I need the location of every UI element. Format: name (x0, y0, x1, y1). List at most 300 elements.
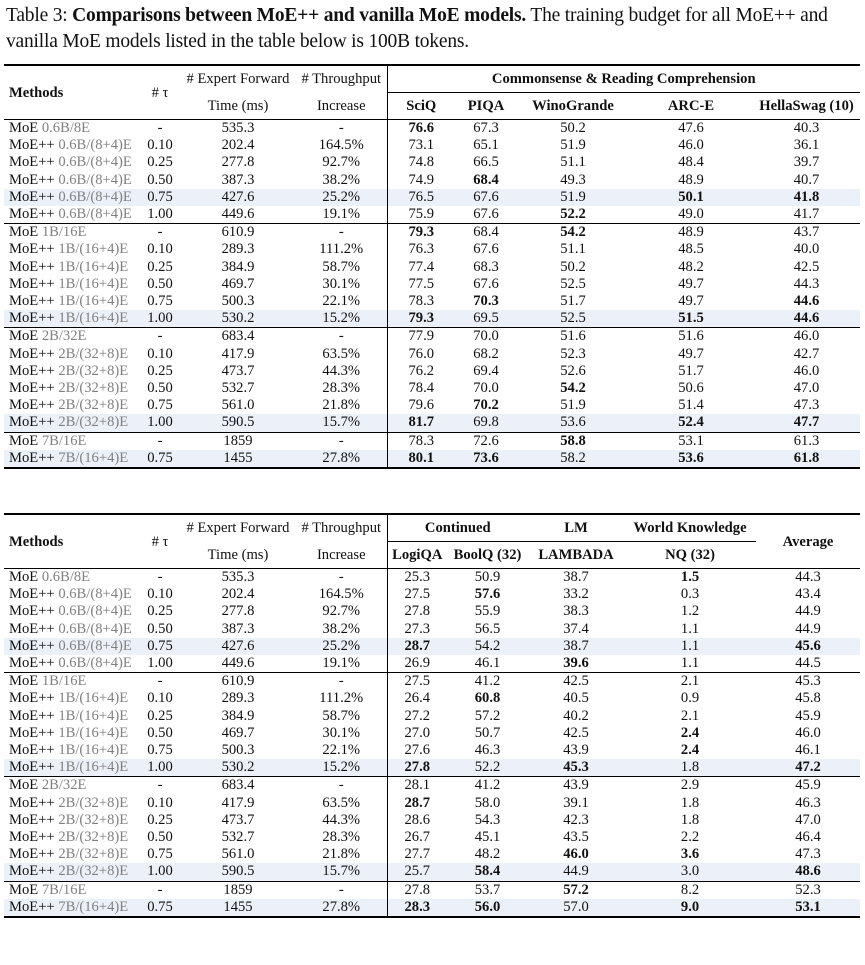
time-cell: 535.3 (180, 120, 296, 138)
score-cell: 52.4 (629, 414, 753, 432)
results-table-commonsense (4, 64, 860, 469)
score-cell: 45.9 (756, 777, 860, 795)
score-cell: 67.6 (455, 189, 517, 206)
increase-cell: 22.1% (296, 293, 387, 310)
method-cell (4, 846, 140, 863)
method-config: 1B/(16+4)E (58, 690, 129, 707)
time-cell: 561.0 (221, 397, 255, 414)
score-cell: 39.7 (793, 154, 820, 171)
score-cell: 70.0 (455, 328, 517, 346)
score-cell: 48.9 (678, 171, 704, 188)
time-cell: 449.6 (221, 206, 255, 223)
score-cell: 67.6 (473, 206, 499, 223)
tau-cell: 0.25 (147, 362, 173, 379)
header-increase: Increase (296, 93, 387, 120)
table-row (4, 846, 860, 863)
score-cell: 48.2 (678, 258, 704, 275)
score-cell: 46.0 (793, 362, 820, 379)
method-name: MoE++ (9, 188, 55, 205)
score-cell: 48.9 (629, 224, 753, 242)
score-cell: 28.6 (404, 811, 431, 828)
tau-cell: 0.75 (140, 450, 180, 468)
table-row (4, 224, 860, 242)
header-group-lm: LM (528, 514, 624, 542)
method-config: 0.6B/(8+4)E (58, 603, 132, 620)
header-nq: NQ (32) (665, 547, 715, 563)
tau-cell: 0.25 (147, 603, 173, 620)
score-cell: 53.1 (629, 432, 753, 450)
header-sciq: SciQ (406, 98, 437, 114)
method-cell (4, 673, 140, 691)
table-row (4, 259, 860, 276)
time-cell: 289.3 (221, 690, 255, 707)
time-cell: 473.7 (221, 811, 255, 828)
method-cell (4, 725, 140, 742)
method-config: 2B/(32+8)E (58, 380, 129, 397)
method-cell (4, 241, 140, 258)
increase-cell: 30.1% (296, 276, 387, 293)
tau-cell: - (140, 328, 180, 346)
score-cell: 1.1 (624, 638, 756, 655)
header-group-world-knowledge: World Knowledge (624, 514, 756, 542)
score-cell: 28.7 (404, 794, 431, 811)
score-cell: 44.3 (756, 569, 860, 587)
time-cell: 469.7 (221, 275, 255, 292)
method-cell (4, 346, 140, 363)
method-name: MoE++ (9, 380, 55, 397)
tau-cell: 0.75 (147, 293, 173, 310)
method-name: MoE++ (9, 863, 55, 880)
score-cell: 76.5 (387, 189, 455, 206)
method-name: MoE++ (9, 846, 55, 863)
method-cell (4, 120, 140, 138)
method-cell (4, 655, 140, 673)
tau-cell: 0.75 (140, 189, 180, 206)
score-cell: 27.8 (387, 881, 447, 899)
score-cell: 52.5 (517, 310, 629, 328)
method-name: MoE++ (9, 690, 55, 707)
method-name: MoE++ (9, 345, 55, 362)
score-cell: 61.8 (753, 450, 860, 468)
score-cell: 69.8 (455, 414, 517, 432)
table-row (4, 690, 860, 707)
score-cell: 80.1 (387, 450, 455, 468)
header-tau-2: # τ (151, 533, 169, 550)
time-cell: 384.9 (221, 707, 255, 724)
time-cell: 202.4 (221, 137, 255, 154)
increase-cell: 15.7% (296, 414, 387, 432)
score-cell: 78.3 (387, 432, 455, 450)
caption-label: Table 3: (6, 5, 68, 26)
tau-cell: 0.25 (147, 258, 173, 275)
score-cell: 46.1 (474, 655, 501, 672)
method-config: 2B/(32+8)E (58, 829, 129, 846)
score-cell: 51.7 (678, 362, 704, 379)
tau-cell: 1.00 (140, 414, 180, 432)
score-cell: 51.1 (560, 241, 586, 258)
time-cell: 427.6 (180, 638, 296, 655)
score-cell: 75.9 (408, 206, 435, 223)
method-cell (4, 137, 140, 154)
time-cell: 202.4 (221, 586, 255, 603)
method-name: MoE++ (9, 154, 55, 171)
increase-cell: 44.3% (296, 363, 387, 380)
header-arc-e: ARC-E (667, 98, 715, 114)
score-cell: 56.5 (474, 620, 501, 637)
method-name: MoE (9, 673, 39, 690)
score-cell: 45.1 (474, 829, 501, 846)
header-tau: # τ (151, 84, 169, 101)
score-cell: 41.7 (793, 206, 820, 223)
method-name: MoE++ (9, 759, 55, 776)
method-cell (4, 708, 140, 725)
table-row (4, 137, 860, 154)
method-config: 1B/16E (41, 224, 87, 241)
increase-cell: 92.7% (296, 603, 387, 620)
score-cell: 41.2 (447, 673, 528, 691)
score-cell: 1.2 (680, 603, 700, 620)
time-cell: 427.6 (180, 189, 296, 206)
tau-cell: 1.00 (140, 310, 180, 328)
score-cell: 2.4 (680, 742, 700, 759)
score-cell: 45.6 (756, 638, 860, 655)
score-cell: 67.6 (473, 275, 499, 292)
score-cell: 40.7 (793, 171, 820, 188)
increase-cell: 92.7% (296, 154, 387, 171)
score-cell: 79.3 (387, 224, 455, 242)
increase-cell: - (296, 673, 387, 691)
table-row (4, 154, 860, 171)
table-row (4, 276, 860, 293)
score-cell: 1.8 (680, 794, 700, 811)
method-config: 0.6B/(8+4)E (58, 171, 132, 188)
method-name: MoE++ (9, 742, 55, 759)
increase-cell: 63.5% (296, 795, 387, 812)
score-cell: 47.0 (793, 380, 820, 397)
score-cell: 46.0 (753, 328, 860, 346)
method-config: 7B/(16+4)E (58, 898, 129, 915)
score-cell: 61.3 (753, 432, 860, 450)
score-cell: 66.5 (473, 154, 499, 171)
method-cell (4, 777, 140, 795)
method-config: 0.6B/(8+4)E (58, 586, 132, 603)
method-cell (4, 276, 140, 293)
score-cell: 3.0 (624, 863, 756, 881)
method-config: 1B/(16+4)E (58, 759, 129, 776)
method-config: 2B/(32+8)E (58, 414, 129, 431)
score-cell: 38.7 (528, 569, 624, 587)
method-name: MoE (9, 224, 39, 241)
score-cell: 3.6 (680, 846, 700, 863)
score-cell: 44.9 (795, 620, 821, 637)
method-config: 0.6B/(8+4)E (58, 206, 132, 223)
time-cell: 500.3 (221, 293, 255, 310)
method-config: 0.6B/(8+4)E (58, 620, 132, 637)
score-cell: 9.0 (624, 899, 756, 917)
method-cell (4, 881, 140, 899)
time-cell: 277.8 (221, 603, 255, 620)
method-cell (4, 172, 140, 189)
time-cell: 610.9 (180, 673, 296, 691)
time-cell: 683.4 (180, 777, 296, 795)
tau-cell: 0.50 (147, 724, 173, 741)
tau-cell: 0.25 (147, 707, 173, 724)
increase-cell: 58.7% (296, 259, 387, 276)
score-cell: 51.9 (560, 137, 586, 154)
method-config: 0.6B/8E (41, 120, 91, 136)
score-cell: 58.8 (517, 432, 629, 450)
method-name: MoE++ (9, 137, 55, 154)
method-cell (4, 328, 140, 346)
tau-cell: 0.75 (140, 899, 180, 917)
method-cell (4, 863, 140, 881)
time-cell: 1455 (180, 450, 296, 468)
score-cell: 27.7 (404, 846, 431, 863)
tau-cell: 0.10 (147, 794, 173, 811)
header-throughput-2: # Throughput (296, 514, 387, 542)
tau-cell: 0.75 (147, 846, 173, 863)
score-cell: 57.2 (528, 881, 624, 899)
increase-cell: - (296, 777, 387, 795)
score-cell: 2.1 (624, 673, 756, 691)
method-cell (4, 829, 140, 846)
increase-cell: 15.7% (296, 863, 387, 881)
score-cell: 38.7 (528, 638, 624, 655)
time-cell: 473.7 (221, 362, 255, 379)
time-cell: 590.5 (180, 414, 296, 432)
score-cell: 54.2 (560, 380, 586, 397)
table-row (4, 414, 860, 432)
tau-cell: 1.00 (140, 759, 180, 777)
method-cell (4, 638, 140, 655)
tau-cell: 1.00 (147, 655, 173, 672)
score-cell: 58.0 (474, 794, 501, 811)
table-row (4, 586, 860, 603)
increase-cell: 25.2% (296, 189, 387, 206)
method-name: MoE++ (9, 637, 55, 654)
score-cell: 65.1 (473, 137, 499, 154)
score-cell: 1.5 (624, 569, 756, 587)
increase-cell: - (296, 328, 387, 346)
table-row (4, 172, 860, 189)
score-cell: 68.4 (455, 224, 517, 242)
score-cell: 44.3 (793, 275, 820, 292)
score-cell: 48.5 (678, 241, 704, 258)
score-cell: 45.8 (795, 690, 821, 707)
method-name: MoE++ (9, 293, 55, 310)
score-cell: 50.2 (517, 120, 629, 138)
table-row (4, 397, 860, 414)
tau-cell: 0.25 (147, 811, 173, 828)
score-cell: 53.1 (756, 899, 860, 917)
method-cell (4, 899, 140, 917)
method-config: 1B/(16+4)E (58, 310, 129, 327)
method-cell (4, 310, 140, 328)
score-cell: 1.8 (624, 759, 756, 777)
score-cell: 2.2 (680, 829, 700, 846)
score-cell: 54.3 (474, 811, 501, 828)
method-cell (4, 795, 140, 812)
method-config: 2B/(32+8)E (58, 397, 129, 414)
tau-cell: 0.10 (147, 137, 173, 154)
score-cell: 46.1 (795, 742, 821, 759)
score-cell: 43.9 (563, 742, 589, 759)
method-config: 2B/32E (41, 328, 87, 345)
score-cell: 42.5 (793, 258, 820, 275)
score-cell: 49.3 (560, 171, 586, 188)
score-cell: 47.3 (795, 846, 821, 863)
score-cell: 28.3 (387, 899, 447, 917)
method-config: 7B/16E (41, 432, 87, 449)
score-cell: 53.6 (517, 414, 629, 432)
time-cell: 417.9 (221, 345, 255, 362)
score-cell: 51.4 (678, 397, 704, 414)
method-name: MoE (9, 432, 39, 449)
table-row (4, 621, 860, 638)
score-cell: 44.5 (795, 655, 821, 672)
table-row (4, 432, 860, 450)
score-cell: 70.3 (473, 293, 499, 310)
method-name: MoE (9, 777, 39, 794)
score-cell: 76.0 (408, 345, 435, 362)
header-group-continued: Continued (387, 514, 528, 542)
method-name: MoE++ (9, 586, 55, 603)
time-cell: 384.9 (221, 258, 255, 275)
method-cell (4, 812, 140, 829)
score-cell: 50.1 (629, 189, 753, 206)
score-cell: 37.4 (563, 620, 589, 637)
table-row (4, 241, 860, 258)
header-time-ms-2: Time (ms) (207, 546, 269, 563)
table-row (4, 120, 860, 138)
method-name: MoE++ (9, 655, 55, 672)
tau-cell: 0.50 (147, 829, 173, 846)
score-cell: 46.3 (474, 742, 501, 759)
time-cell: 469.7 (221, 724, 255, 741)
score-cell: 51.7 (560, 293, 586, 310)
method-cell (4, 224, 140, 242)
increase-cell: 21.8% (296, 397, 387, 414)
method-cell (4, 397, 140, 414)
score-cell: 43.7 (753, 224, 860, 242)
method-cell (4, 293, 140, 310)
score-cell: 27.8 (387, 759, 447, 777)
score-cell: 26.7 (404, 829, 431, 846)
time-cell: 449.6 (221, 655, 255, 672)
header-lambada: LAMBADA (538, 547, 614, 563)
score-cell: 40.0 (793, 241, 820, 258)
table-row (4, 759, 860, 777)
increase-cell: - (296, 224, 387, 242)
score-cell: 68.2 (473, 345, 499, 362)
table-row (4, 603, 860, 620)
time-cell: 500.3 (221, 742, 255, 759)
method-cell (4, 206, 140, 224)
table-row (4, 569, 860, 587)
header-expert-forward-2: # Expert Forward (186, 520, 290, 537)
score-cell: 67.6 (473, 241, 499, 258)
method-name: MoE++ (9, 620, 55, 637)
increase-cell: 38.2% (296, 621, 387, 638)
increase-cell: 28.3% (296, 380, 387, 397)
table-row (4, 310, 860, 328)
time-cell: 610.9 (180, 224, 296, 242)
score-cell: 33.2 (563, 586, 589, 603)
method-cell (4, 189, 140, 206)
score-cell: 52.2 (447, 759, 528, 777)
score-cell: 50.2 (560, 258, 586, 275)
increase-cell: 19.1% (296, 206, 387, 224)
score-cell: 76.2 (408, 362, 435, 379)
score-cell: 26.9 (404, 655, 431, 672)
score-cell: 1.8 (680, 811, 700, 828)
method-config: 7B/16E (41, 881, 87, 898)
score-cell: 0.9 (680, 690, 700, 707)
increase-cell: 22.1% (296, 742, 387, 759)
tau-cell: 0.10 (147, 345, 173, 362)
method-name: MoE++ (9, 414, 55, 431)
score-cell: 50.9 (447, 569, 528, 587)
score-cell: 53.6 (629, 450, 753, 468)
method-config: 1B/16E (41, 673, 87, 690)
tau-cell: 0.75 (140, 638, 180, 655)
table-row (4, 725, 860, 742)
method-config: 2B/(32+8)E (58, 846, 129, 863)
score-cell: 58.2 (517, 450, 629, 468)
header-throughput: # Throughput (296, 65, 387, 93)
method-name: MoE++ (9, 898, 55, 915)
tau-cell: 1.00 (140, 863, 180, 881)
table-row (4, 863, 860, 881)
score-cell: 27.8 (404, 603, 431, 620)
table-row (4, 450, 860, 468)
method-name: MoE++ (9, 811, 55, 828)
score-cell: 70.0 (473, 380, 499, 397)
table-row (4, 899, 860, 917)
method-cell (4, 586, 140, 603)
score-cell: 51.6 (517, 328, 629, 346)
tau-cell: - (140, 432, 180, 450)
tau-cell: - (140, 120, 180, 138)
score-cell: 60.8 (474, 690, 501, 707)
score-cell: 43.9 (528, 777, 624, 795)
score-cell: 46.0 (678, 137, 704, 154)
score-cell: 0.3 (680, 586, 700, 603)
method-name: MoE++ (9, 794, 55, 811)
increase-cell: 21.8% (296, 846, 387, 863)
table-row (4, 189, 860, 206)
method-cell (4, 621, 140, 638)
score-cell: 73.1 (408, 137, 435, 154)
score-cell: 51.5 (629, 310, 753, 328)
time-cell: 1455 (180, 899, 296, 917)
method-config: 1B/(16+4)E (58, 275, 129, 292)
method-cell (4, 603, 140, 620)
score-cell: 77.9 (387, 328, 455, 346)
increase-cell: 15.2% (296, 310, 387, 328)
table-row (4, 638, 860, 655)
method-name: MoE++ (9, 449, 55, 466)
score-cell: 26.4 (404, 690, 431, 707)
method-name: MoE++ (9, 310, 55, 327)
score-cell: 69.5 (455, 310, 517, 328)
method-cell (4, 742, 140, 759)
score-cell: 47.0 (795, 811, 821, 828)
table-row (4, 777, 860, 795)
increase-cell: - (296, 569, 387, 587)
score-cell: 38.3 (563, 603, 589, 620)
score-cell: 46.4 (795, 829, 821, 846)
